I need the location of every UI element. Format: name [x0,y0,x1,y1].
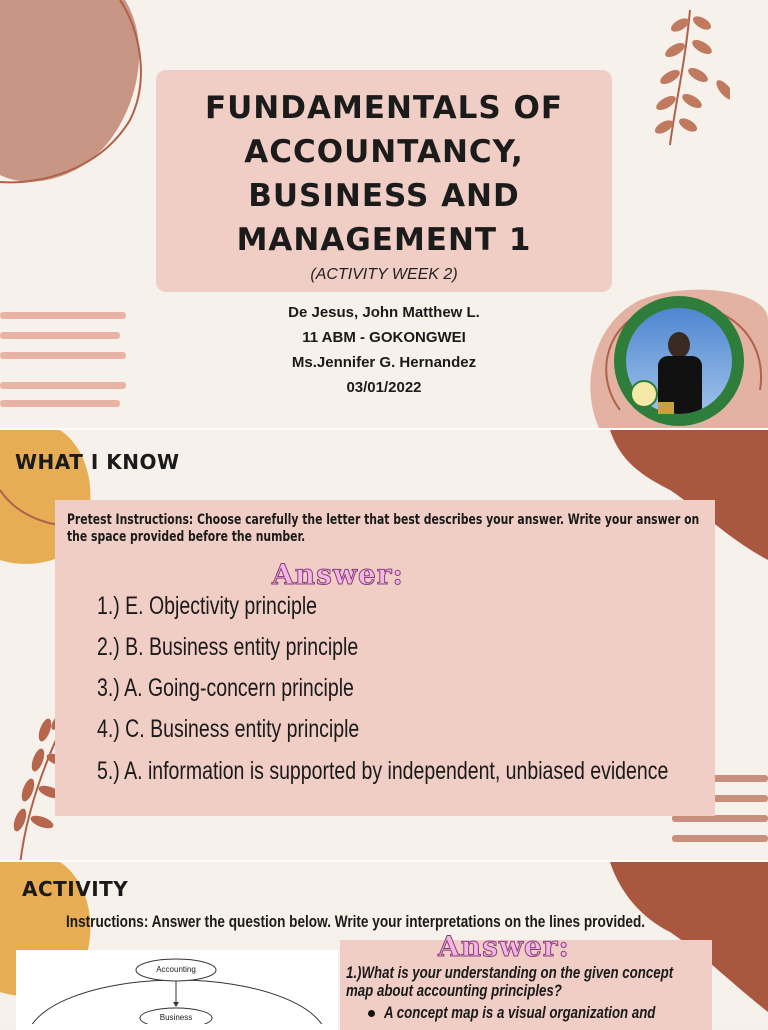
student-section: 11 ABM - GOKONGWEI [302,329,466,346]
leaf-branch-icon [630,5,730,155]
teacher-name: Ms.Jennifer G. Hernandez [291,354,477,371]
activity-instructions: Instructions: Answer the question below. Write your interpretations on the lines provided. [66,912,646,931]
badge-logo-icon [658,402,674,414]
stripe-decoration [0,352,126,359]
answer-heading: Answer: [272,558,404,591]
diagram-node-business: Business [159,1013,193,1022]
answer-item-4: 4.) C. Business entity principle [97,715,360,743]
page-title: FUNDAMENTALS OF ACCOUNTANCY, BUSINESS AND MANAGEMENT 1 [204,90,564,258]
section-heading-activity: ACTIVITY [22,877,129,901]
student-name: De Jesus, John Matthew L. [288,304,480,321]
diagram-node-accounting: Accounting [156,965,196,974]
answer-item-2: 2.) B. Business entity principle [97,633,359,661]
school-logo-icon [630,380,658,408]
stripe-decoration [0,332,120,339]
concept-map-diagram [16,950,338,1030]
section-heading-what-i-know: WHAT I KNOW [15,450,180,474]
activity-question: 1.)What is your understanding on the given concept map about accounting principles? [346,963,674,1000]
answer-item-5: 5.) A. information is supported by independent, unbiased evidence [97,757,669,785]
bullet-icon [368,1010,375,1017]
page-subtitle: (ACTIVITY WEEK 2) [310,266,458,283]
stripe-decoration [672,815,768,822]
cover-page [0,0,768,430]
answer-item-3: 3.) A. Going-concern principle [97,674,354,702]
stripe-decoration [0,382,126,389]
blob-decoration [0,0,160,200]
avatar [614,296,744,426]
activity-bullet-text: A concept map is a visual organization and [384,1003,656,1022]
stripe-decoration [0,400,120,407]
answer-item-1: 1.) E. Objectivity principle [97,592,317,620]
pretest-instructions: Pretest Instructions: Choose carefully the letter that best describes your answer. Write your answer on the space provided before the number. [67,512,700,545]
activity-answer-heading: Answer: [438,930,570,963]
date-text: 03/01/2022 [346,379,422,396]
stripe-decoration [0,312,126,319]
stripe-decoration [672,835,768,842]
